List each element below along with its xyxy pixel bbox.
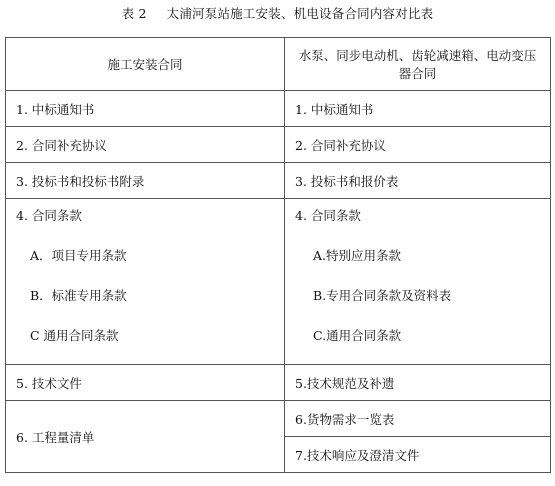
- header-construction-contract: 施工安装合同: [6, 38, 285, 91]
- clause-item: A．项目专用条款: [30, 248, 127, 263]
- cell-left: 2. 合同补充协议: [6, 127, 285, 163]
- table-header-row: [6, 38, 551, 91]
- contract-comparison-table: [5, 37, 551, 473]
- table-row: [6, 401, 551, 437]
- cell-left-clauses: [6, 199, 285, 365]
- header-equipment-contract: 水泵、同步电动机、齿轮减速箱、电动变压器合同: [285, 38, 551, 91]
- clause-item: A.特别应用条款: [313, 248, 402, 263]
- cell-left: 3. 投标书和投标书附录: [6, 163, 285, 199]
- clause-item: C.通用合同条款: [313, 328, 402, 343]
- cell-left-merged: 6. 工程量清单: [6, 401, 285, 473]
- cell-left: 1. 中标通知书: [6, 91, 285, 127]
- cell-right: 2. 合同补充协议: [285, 127, 551, 163]
- table-row: [6, 127, 551, 163]
- clause-title: 4. 合同条款: [16, 208, 82, 223]
- table-title: 太浦河泵站施工安装、机电设备合同内容对比表: [166, 6, 434, 21]
- cell-right-clauses: [285, 199, 551, 365]
- cell-right: 6.货物需求一览表: [285, 401, 551, 437]
- table-row: [6, 163, 551, 199]
- clause-title: 4. 合同条款: [295, 208, 361, 223]
- clause-item: B．标准专用条款: [30, 288, 127, 303]
- table-number: 表 2: [121, 6, 147, 21]
- cell-left: 5. 技术文件: [6, 365, 285, 401]
- cell-right: 5.技术规范及补遗: [285, 365, 551, 401]
- clause-item: B.专用合同条款及资料表: [313, 288, 452, 303]
- table-row: [6, 365, 551, 401]
- table-row: [6, 91, 551, 127]
- cell-right: 1. 中标通知书: [285, 91, 551, 127]
- table-row-clauses: [6, 199, 551, 365]
- cell-right: 3. 投标书和报价表: [285, 163, 551, 199]
- table-caption: [0, 4, 555, 22]
- cell-right: 7.技术响应及澄清文件: [285, 437, 551, 473]
- clause-item: C 通用合同条款: [30, 328, 119, 343]
